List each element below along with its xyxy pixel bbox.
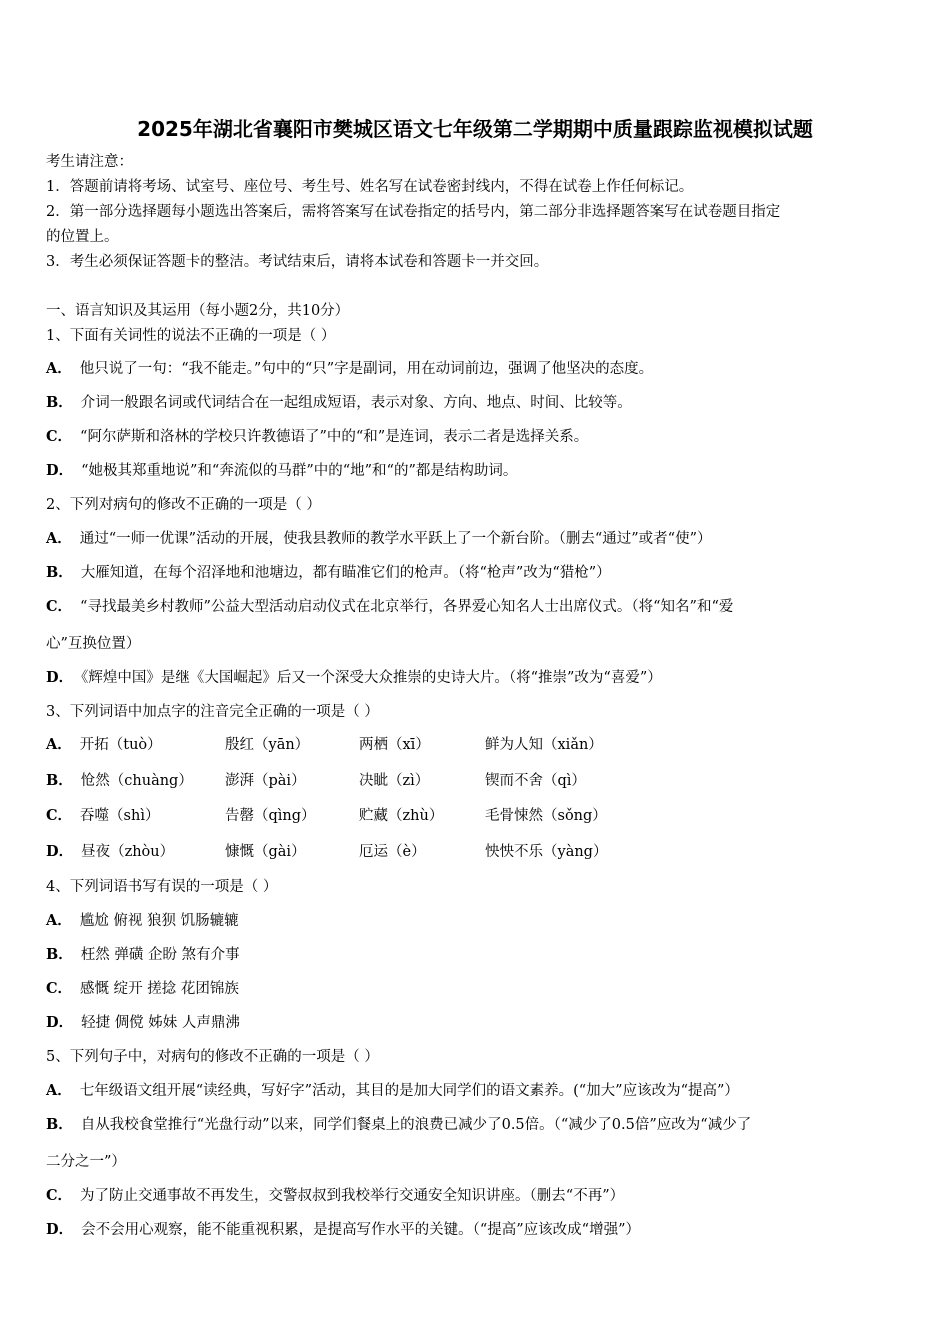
option-key: A． [46,1082,72,1099]
option-cell: 鲜为人知（xiǎn） [485,737,603,753]
q2-option-a [46,529,712,549]
option-cell: 吞噬（shì） [80,808,160,824]
q2-option-d [46,668,662,688]
question-1-stem: 1、下面有关词性的说法不正确的一项是（ ） [46,328,336,344]
option-text: 《辉煌中国》是继《大国崛起》后又一个深受大众推崇的史诗大片。（将“推崇”改为“喜爱”） [81,670,662,686]
option-key: D． [46,1221,74,1238]
option-key: A． [46,736,72,753]
option-cell: 殷红（yān） [225,737,310,753]
q4-option-a [46,911,239,931]
q1-option-c [46,427,588,447]
question-2-stem: 2、下列对病句的修改不正确的一项是（ ） [46,497,321,513]
option-key: D． [46,843,74,860]
option-text: 二分之一”） [46,1154,126,1170]
option-text: “寻找最美乡村教师”公益大型活动启动仪式在北京举行，各界爱心知名人士出席仪式。（将“知名”和“爱 [80,599,734,615]
q3-option-c [46,806,906,828]
option-cell: 昼夜（zhòu） [81,844,175,860]
q4-option-d [46,1013,240,1033]
q5-option-b-cont [46,1152,126,1172]
option-key: C． [46,980,73,997]
option-cell: 怆然（chuàng） [80,773,193,789]
q3-option-b [46,771,906,793]
option-key: B． [46,1116,73,1133]
option-text: 会不会用心观察，能不能重视积累，是提高写作水平的关键。（“提高”应该改成“增强”） [81,1222,640,1238]
question-5-stem: 5、下列句子中，对病句的修改不正确的一项是（ ） [46,1049,379,1065]
q2-option-c-cont [46,634,140,654]
option-text: 大雁知道，在每个沼泽地和池塘边，都有瞄准它们的枪声。（将“枪声”改为“猎枪”） [80,565,611,581]
q5-option-d [46,1220,640,1240]
option-cell: 决眦（zì） [359,773,430,789]
notice-item-3: 3．考生必须保证答题卡的整洁。考试结束后，请将本试卷和答题卡一并交回。 [46,254,549,270]
option-cell: 慷慨（gài） [225,844,306,860]
option-key: C． [46,598,73,615]
q4-option-c [46,979,239,999]
section-heading: 一、语言知识及其运用（每小题2分，共10分） [46,303,350,319]
page-title: 2025年湖北省襄阳市樊城区语文七年级第二学期期中质量跟踪监视模拟试题 [137,117,813,141]
option-key: A． [46,360,72,377]
option-cell: 毛骨悚然（sǒng） [485,808,607,824]
option-text: “她极其郑重地说”和“奔流似的马群”中的“地”和“的”都是结构助词。 [81,463,518,479]
notice-heading: 考生请注意： [46,154,133,170]
option-key: C． [46,428,73,445]
q2-option-c [46,597,733,617]
option-text: 自从我校食堂推行“光盘行动”以来，同学们餐桌上的浪费已减少了0.5倍。（“减少了0.5倍”应改为“减少了 [80,1117,752,1133]
option-text: 轻捷 倜傥 姊妹 人声鼎沸 [81,1015,240,1031]
q5-option-c [46,1186,624,1206]
option-key: D． [46,462,74,479]
option-cell: 两栖（xī） [359,737,430,753]
question-4-stem: 4、下列词语书写有误的一项是（ ） [46,879,278,895]
option-key: C． [46,807,73,824]
option-text: 感慨 绽开 搓捻 花团锦族 [80,981,239,997]
option-text: 他只说了一句：“我不能走。”句中的“只”字是副词，用在动词前边，强调了他坚决的态度。 [79,361,654,377]
option-key: B． [46,564,73,581]
option-text: 枉然 弹磺 企盼 煞有介事 [80,947,240,963]
q5-option-a [46,1081,739,1101]
option-text: “阿尔萨斯和洛林的学校只许教德语了”中的“和”是连词，表示二者是选择关系。 [80,429,589,445]
option-text: 介词一般跟名词或代词结合在一起组成短语，表示对象、方向、地点、时间、比较等。 [80,395,632,411]
q2-option-b [46,563,611,583]
option-key: D． [46,669,74,686]
option-key: B． [46,946,73,963]
q1-option-b [46,393,632,413]
option-cell: 贮藏（zhù） [359,808,444,824]
q3-option-a [46,735,906,757]
option-text: 为了防止交通事故不再发生，交警叔叔到我校举行交通安全知识讲座。（删去“不再”） [80,1188,625,1204]
q4-option-b [46,945,240,965]
option-key: D． [46,1014,74,1031]
notice-item-1: 1．答题前请将考场、试室号、座位号、考生号、姓名写在试卷密封线内，不得在试卷上作任何标记。 [46,179,694,195]
question-3-stem: 3、下列词语中加点字的注音完全正确的一项是（ ） [46,704,379,720]
q3-option-d [46,842,906,864]
option-text: 七年级语文组开展“读经典，写好字”活动，其目的是加大同学们的语文素养。(“加大”应该改为“提高”） [79,1083,739,1099]
q1-option-a [46,359,653,379]
notice-item-2: 2．第一部分选择题每小题选出答案后，需将答案写在试卷指定的括号内，第二部分非选择题答案写在试卷题目指定 [46,204,781,220]
option-cell: 开拓（tuò） [79,737,162,753]
q1-option-d [46,461,517,481]
option-text: 尴尬 俯视 狼狈 饥肠辘辘 [79,913,239,929]
option-key: A． [46,912,72,929]
option-cell: 厄运（è） [359,844,426,860]
option-key: C． [46,1187,73,1204]
option-cell: 怏怏不乐（yàng） [485,844,608,860]
option-key: B． [46,394,73,411]
option-key: A． [46,530,72,547]
option-text: 心”互换位置） [46,636,141,652]
option-text: 通过“一师一优课”活动的开展，使我县教师的教学水平跃上了一个新台阶。（删去“通过”或者“使”） [79,531,712,547]
option-cell: 告罄（qìng） [225,808,316,824]
option-cell: 澎湃（pài） [225,773,306,789]
q5-option-b [46,1115,751,1135]
option-key: B． [46,772,73,789]
option-cell: 锲而不舍（qì） [485,773,586,789]
notice-item-2-cont: 的位置上。 [46,229,119,245]
